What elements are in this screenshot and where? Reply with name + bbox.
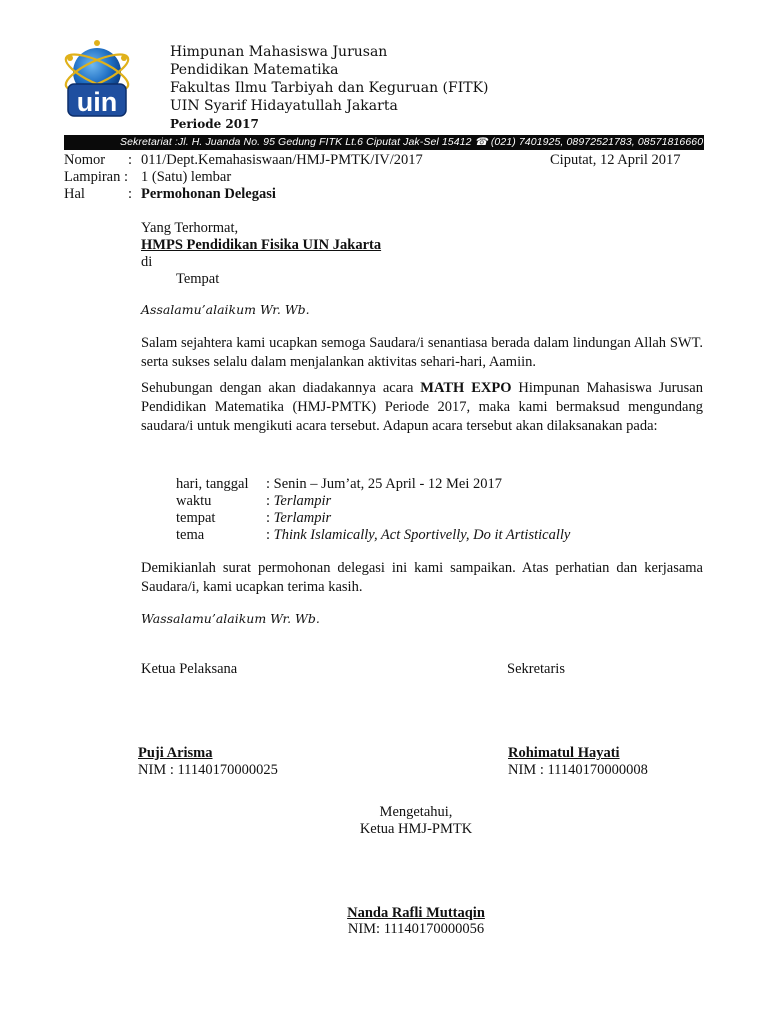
lampiran-label: Lampiran : (64, 169, 129, 185)
letterhead-org: Himpunan Mahasiswa Jurusan (170, 44, 388, 60)
left-signer-role: Ketua Pelaksana (141, 661, 238, 677)
center-signer-role: Ketua HMJ-PMTK (359, 821, 473, 837)
address-phone: (021) 7401925, 08972521783, 085718166607 (490, 136, 710, 148)
nomor-label: Nomor (64, 152, 106, 168)
detail-label: hari, tanggal (176, 476, 249, 492)
phone-icon: ☎ (474, 136, 488, 148)
address-bar (64, 135, 710, 150)
detail-row: waktu : Terlampir (176, 493, 332, 509)
paragraph-closing: Demikianlah surat permohonan delegasi ini kami sampaikan. Atas perhatian dan kerjasama Saudara/i, kami ucapkan terima kasih. (141, 560, 703, 595)
hal-row (64, 185, 276, 204)
lampiran-value: 1 (Satu) lembar (141, 169, 232, 185)
recipient-di: di (141, 254, 153, 270)
detail-value: Think Islamically, Act Sportivelly, Do it Artistically (273, 527, 571, 543)
left-signer-nim: NIM : 11140170000025 (138, 762, 278, 778)
address-street: Sekretariat :Jl. H. Juanda No. 95 Gedung FITK Lt.6 Ciputat Jak-Sel 15412 (120, 136, 472, 148)
paragraph-blessing: Salam sejahtera kami ucapkan semoga Saudara/i senantiasa berada dalam lindungan Allah SWT. serta sukses selalu dalam menjalankan aktivitas sehari-hari, Aamiin. (141, 335, 703, 370)
hal-colon: : (128, 186, 133, 202)
detail-label: waktu (176, 493, 212, 509)
right-signer-nim: NIM : 11140170000008 (508, 762, 648, 778)
center-signer-nim: NIM: 11140170000056 (347, 921, 485, 937)
recipient-greeting: Yang Terhormat, (141, 220, 239, 236)
address-text (120, 136, 709, 148)
event-name: MATH EXPO (420, 380, 512, 396)
left-signer-name: Puji Arisma (138, 745, 213, 761)
detail-value: Terlampir (273, 510, 332, 526)
letter-date: Ciputat, 12 April 2017 (550, 152, 681, 168)
detail-row: tempat : Terlampir (176, 510, 332, 526)
center-signer-name: Nanda Rafli Muttaqin (347, 905, 485, 921)
detail-label: tempat (176, 510, 216, 526)
para2-suffix: Himpunan Mahasiswa Jurusan Pendidikan Matematika (HMJ-PMTK) Periode 2017, maka kami bermaksud mengundang saudara/i untuk mengikuti acara tersebut. Adapun acara tersebut akan dilaksanakan pada: (141, 380, 703, 434)
nomor-value: 011/Dept.Kemahasiswaan/HMJ-PMTK/IV/2017 (141, 152, 423, 168)
logo-text: uin (76, 87, 118, 117)
recipient-place: Tempat (176, 271, 220, 287)
right-signer-role: Sekretaris (507, 661, 565, 677)
letterhead-university: UIN Syarif Hidayatullah Jakarta (170, 98, 398, 114)
nomor-colon: : (128, 152, 133, 168)
hal-value: Permohonan Delegasi (141, 186, 276, 202)
right-signer-name: Rohimatul Hayati (508, 745, 620, 761)
opening-greeting: Assalamu’alaikum Wr. Wb. (141, 302, 310, 317)
paragraph-invitation (141, 379, 703, 436)
closing-greeting: Wassalamu’alaikum Wr. Wb. (141, 611, 320, 626)
detail-value: Senin – Jum’at, 25 April - 12 Mei 2017 (273, 476, 503, 492)
letterhead-period: Periode 2017 (170, 117, 259, 131)
detail-row: hari, tanggal : Senin – Jum’at, 25 April - 12 Mei 2017 (176, 476, 503, 492)
uin-logo (62, 40, 132, 122)
detail-row: tema : Think Islamically, Act Sportivelly, Do it Artistically (176, 527, 571, 543)
acknowledgement: Mengetahui, (379, 804, 453, 820)
recipient-name: HMPS Pendidikan Fisika UIN Jakarta (141, 237, 382, 253)
detail-value: Terlampir (273, 493, 332, 509)
letterhead-dept: Pendidikan Matematika (170, 62, 339, 78)
detail-label: tema (176, 527, 205, 543)
hal-label: Hal (64, 186, 85, 202)
para2-prefix: Sehubungan dengan akan diadakannya acara (141, 380, 421, 396)
letterhead-faculty: Fakultas Ilmu Tarbiyah dan Keguruan (FITK) (170, 80, 489, 96)
